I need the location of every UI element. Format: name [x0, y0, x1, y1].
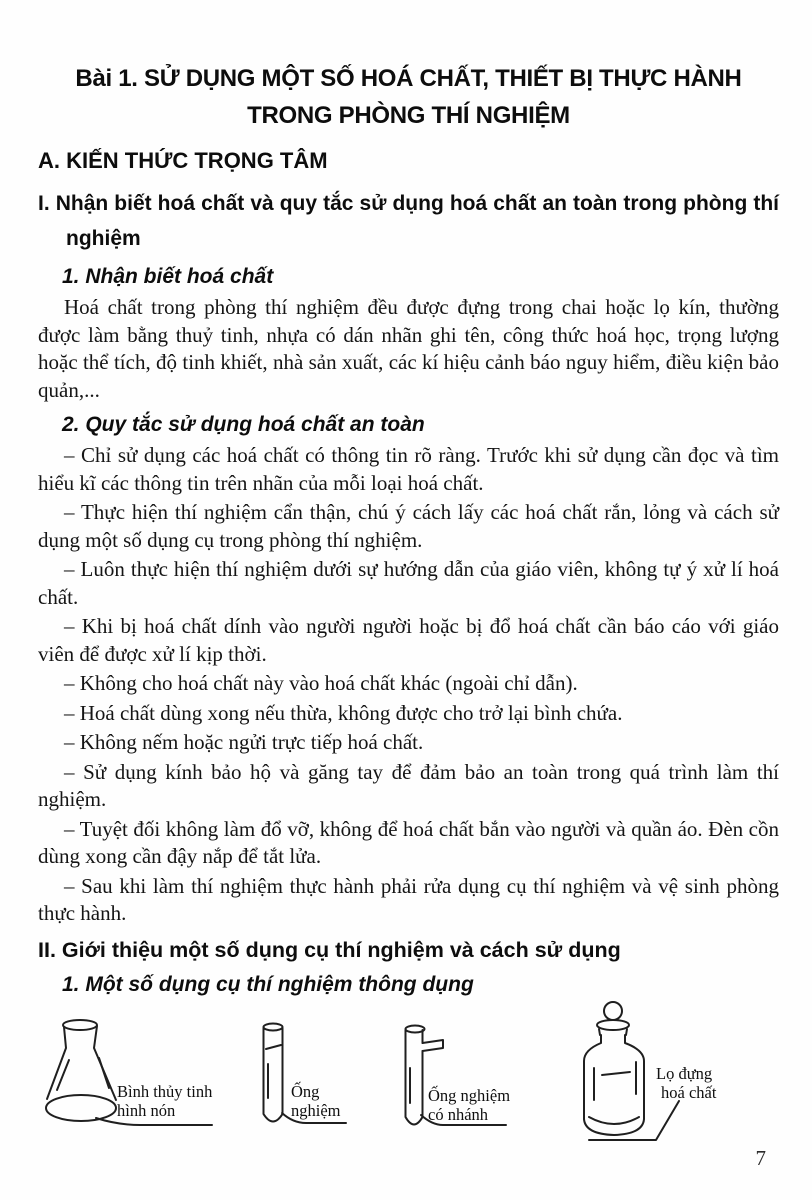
figure-label-erlenmeyer-flask: Bình thủy tinh hình nón — [117, 1082, 213, 1120]
figure-label-test-tube: Ống nghiệm — [291, 1082, 341, 1120]
safety-rule: – Sau khi làm thí nghiệm thực hành phải rửa dụng cụ thí nghiệm và vệ sinh phòng thực hành. — [38, 873, 779, 925]
lesson-title-line2: TRONG PHÒNG THÍ NGHIỆM — [247, 102, 570, 129]
safety-rule: – Tuyệt đối không làm đổ vỡ, không để hoá chất bắn vào người và quần áo. Đèn cồn dùng xong cần đậy nắp để tắt lửa. — [38, 816, 779, 868]
page-number: 7 — [755, 1146, 766, 1170]
safety-rule: – Sử dụng kính bảo hộ và găng tay để đảm bảo an toàn trong quá trình làm thí nghiệm. — [38, 759, 779, 811]
subheading-common-apparatus: 1. Một số dụng cụ thí nghiệm thông dụng — [62, 972, 474, 996]
apparatus-figures-strip — [0, 998, 812, 1198]
paragraph-identify-chemicals: Hoá chất trong phòng thí nghiệm đều được đựng trong chai hoặc lọ kín, thường được làm bằng thuỷ tinh, nhựa có dán nhãn ghi tên, công thức hoá học, trọng lượng hoặc thể tích, độ tinh khiết, nhà sản xuất, các kí hiệu cảnh báo nguy hiểm, điều kiện bảo quản,... — [38, 295, 779, 402]
safety-rule: – Không nếm hoặc ngửi trực tiếp hoá chất. — [64, 730, 424, 754]
lesson-title — [38, 60, 779, 134]
subheading-safety-rules: 2. Quy tắc sử dụng hoá chất an toàn — [62, 413, 425, 436]
safety-rule: – Luôn thực hiện thí nghiệm dưới sự hướng dẫn của giáo viên, không tự ý xử lí hoá chất. — [38, 557, 779, 609]
figure-label-branched-test-tube: Ống nghiệm có nhánh — [428, 1086, 511, 1124]
safety-rule: – Khi bị hoá chất dính vào người người hoặc bị đổ hoá chất cần báo cáo với giáo viên để được xử lí kịp thời. — [38, 614, 779, 666]
figure-label-chemical-bottle: Lọ đựng hoá chất — [656, 1064, 717, 1102]
section-i-heading: I. Nhận biết hoá chất và quy tắc sử dụng hoá chất an toàn trong phòng thí nghiệm — [38, 192, 779, 250]
safety-rule: – Chỉ sử dụng các hoá chất có thông tin rõ ràng. Trước khi sử dụng cần đọc và tìm hiểu kĩ các thông tin trên nhãn của mỗi loại hoá chất. — [38, 443, 779, 495]
safety-rule: – Không cho hoá chất này vào hoá chất khác (ngoài chỉ dẫn). — [64, 671, 578, 695]
safety-rule: – Hoá chất dùng xong nếu thừa, không được cho trở lại bình chứa. — [64, 700, 623, 725]
subheading-identify-chemicals: 1. Nhận biết hoá chất — [62, 265, 274, 288]
section-a-heading: A. KIẾN THỨC TRỌNG TÂM — [38, 148, 328, 173]
safety-rule: – Thực hiện thí nghiệm cẩn thận, chú ý cách lấy các hoá chất rắn, lỏng và cách sử dụng một số dụng cụ trong phòng thí nghiệm. — [38, 500, 779, 552]
page-content — [38, 0, 779, 1002]
section-ii-heading: II. Giới thiệu một số dụng cụ thí nghiệm và cách sử dụng — [38, 937, 621, 962]
lesson-title-line1: Bài 1. SỬ DỤNG MỘT SỐ HOÁ CHẤT, THIẾT BỊ THỰC HÀNH — [75, 65, 742, 92]
